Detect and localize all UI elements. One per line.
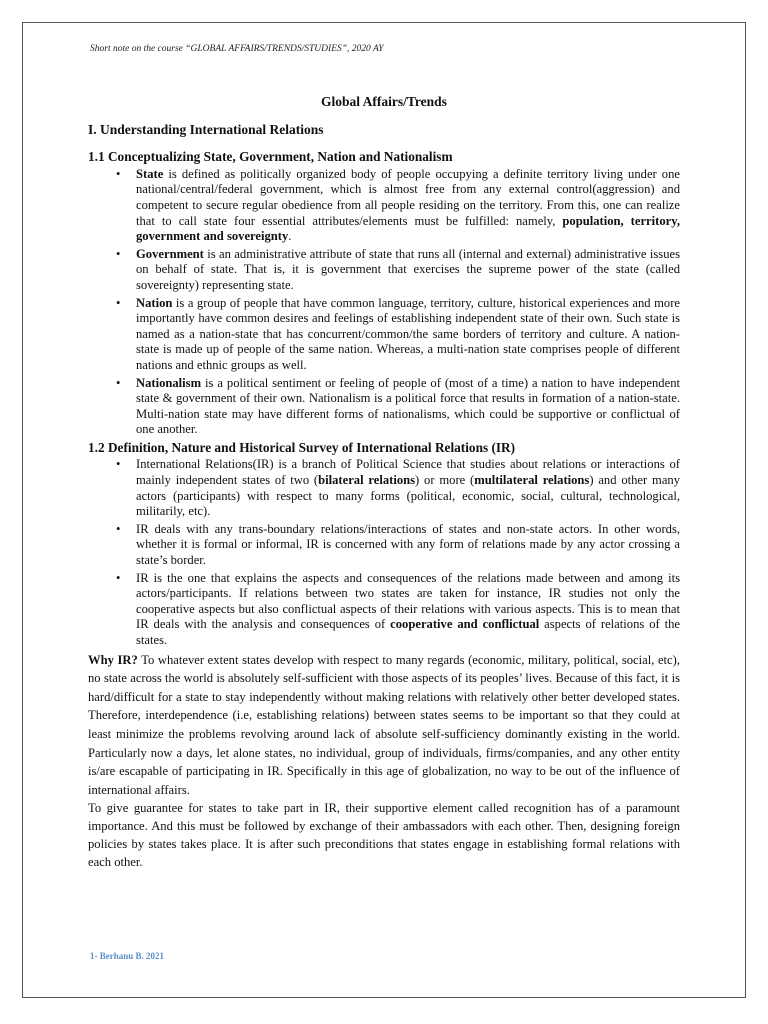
cooperative-conflictual-term: cooperative and conflictual bbox=[390, 617, 540, 632]
term-nation: Nation bbox=[136, 295, 173, 310]
term-state: State bbox=[136, 166, 164, 181]
subsection-heading-1-1: 1.1 Conceptualizing State, Government, Nation and Nationalism bbox=[88, 149, 453, 165]
multilateral-term: multilateral relations bbox=[474, 473, 590, 488]
text-run: aspects of relations of the states. bbox=[136, 617, 680, 647]
recognition-paragraph: To give guarantee for states to take part in IR, their supportive element called recognition has of a paramount importance. And this must be followed by exchange of their ambassadors with each other. Then, designing foreign policies by states takes place. It is after such preconditions that states engage in establishing formal relations with each other. bbox=[88, 801, 680, 870]
document-body bbox=[88, 94, 680, 871]
list-item-ir-aspects bbox=[136, 571, 680, 649]
text-run: IR is the one that explains the aspects and consequences of the relations made between and among its actors/participants. If relations between two states are taken for instance, IR studies not only the cooperative aspects but also conflictual aspects of their relations with various aspects. This is to mean that IR deals with the analysis and consequences of bbox=[136, 570, 680, 632]
list-item-government bbox=[136, 247, 680, 294]
list-item-state bbox=[136, 167, 680, 245]
list-item-ir-scope bbox=[136, 522, 680, 569]
list-item-nationalism bbox=[136, 376, 680, 438]
text-run: IR deals with any trans-boundary relations/interactions of states and non-state actors. In other words, whether it is formal or informal, IR is concerned with any form of relations made by any actor crossing a state’s border. bbox=[136, 521, 680, 568]
concepts-list bbox=[88, 167, 680, 438]
definition-text: is a group of people that have common language, territory, culture, historical experiences and more importantly have common desires and feelings of establishing independent state of their own. Such state is named as a nation-state that has concurrent/common/the same borders of territory and culture. A nation-state is made up of people of the same nation. Whereas, a multi-nation state comprises people of different nations and ethnic groups as well. bbox=[136, 295, 680, 372]
text-run: International Relations(IR) is a branch of Political Science that studies about relations or interactions of mainly independent states of two ( bbox=[136, 457, 680, 488]
why-ir-text: To whatever extent states develop with respect to many regards (economic, military, political, social, etc), no state across the world is absolutely self-sufficient with those aspects of its peoples’ lives. Because of this fact, it is hard/difficult for a state to stay independently without making relations with relatively other better developed states. Therefore, interdependence (i.e, establishing relations) between states seems to be important so that they could at least minimize the problems revolving around lack of absolute self-sufficiency dominantly existing in the world. Particularly now a days, let alone states, no individual, group of individuals, firms/companies, and any other entity is/are escapable of participating in IR. Specifically in this age of globalization, no way to be out of the influence of international affairs. bbox=[88, 652, 680, 797]
document-title: Global Affairs/Trends bbox=[321, 94, 447, 109]
term-nationalism: Nationalism bbox=[136, 375, 202, 390]
list-item-ir-definition bbox=[136, 457, 680, 519]
bilateral-term: bilateral relations bbox=[318, 473, 416, 488]
text-run: ) and other many actors (participants) with respect to many forms (political, economic, social, cultural, technological, militarily, etc). bbox=[136, 473, 680, 519]
section-heading: I. Understanding International Relations bbox=[88, 121, 324, 137]
list-item-nation bbox=[136, 296, 680, 374]
period: . bbox=[288, 229, 292, 244]
subsection-heading-1-2: 1.2 Definition, Nature and Historical Survey of International Relations (IR) bbox=[88, 439, 516, 455]
why-ir-paragraph bbox=[88, 651, 680, 800]
why-ir-label: Why IR? bbox=[88, 652, 138, 667]
term-government: Government bbox=[136, 246, 204, 261]
definition-text: is a political sentiment or feeling of people of (most of a time) a nation to have independent state & government of their own. Nationalism is a political force that results in formation of a nation-state. Multi-nation state may have different forms of nationalisms, which could be supportive or conflictual of one another. bbox=[136, 375, 680, 437]
text-run: ) or more ( bbox=[415, 473, 475, 488]
footer-note: 1- Berhanu B. 2021 bbox=[90, 951, 165, 961]
definition-text: is defined as politically organized body of people occupying a definite territory living under one national/central/federal government, which is almost free from any external control(aggression) and competent to secure regular obedience from all people residing on the territory. From this, one can realize that to call state four essential attributes/elements must be fulfilled: namely, bbox=[136, 166, 680, 228]
ir-list bbox=[88, 457, 680, 648]
header-note: Short note on the course “GLOBAL AFFAIRS/TRENDS/STUDIES”, 2020 AY bbox=[90, 44, 384, 54]
definition-text: is an administrative attribute of state that runs all (internal and external) administrative issues on behalf of state. That is, it is government that exercises the supreme power of the state (called sovereignty) representing state. bbox=[136, 246, 680, 292]
state-elements: population, territory, government and sovereignty bbox=[136, 213, 680, 244]
